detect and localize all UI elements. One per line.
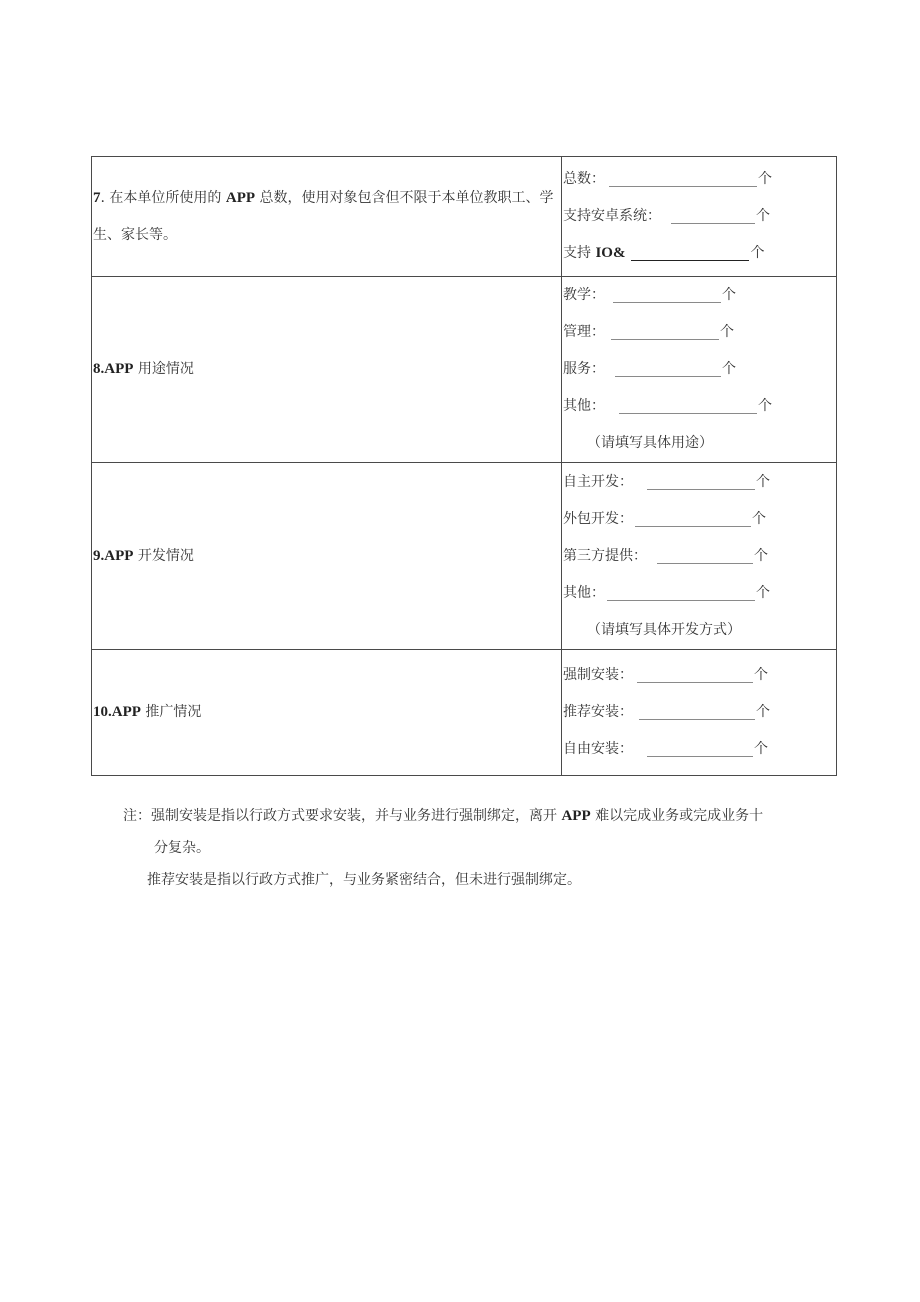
- answer-cell: [562, 277, 837, 463]
- answer-note: （请填写具体开发方式）: [587, 621, 741, 638]
- answer-cell: [562, 650, 837, 776]
- fill-blank[interactable]: [635, 512, 751, 527]
- answer-line-service: 服务： 个: [563, 361, 736, 377]
- question-row-10: [92, 650, 837, 776]
- fill-blank[interactable]: [613, 288, 721, 303]
- answer-line-teaching: 教学： 个: [563, 287, 736, 303]
- question-row-9: [92, 463, 837, 650]
- question-number: 8.APP: [93, 361, 134, 377]
- answer-cell: [562, 157, 837, 277]
- answer-line-outsource: 外包开发： 个: [563, 510, 766, 527]
- answer-line-android: 支持安卓系统： 个: [563, 208, 770, 224]
- question-cell: [92, 157, 562, 277]
- question-text: 10.APP 推广情况: [93, 704, 202, 720]
- footnotes: [123, 800, 843, 896]
- answer-line-forced: 强制安装： 个: [563, 667, 768, 683]
- question-number: 10.APP: [93, 704, 141, 720]
- question-text: 8.APP 用途情况: [93, 361, 194, 377]
- fill-blank[interactable]: [609, 172, 757, 187]
- fill-blank[interactable]: [639, 705, 755, 720]
- fill-blank[interactable]: [619, 399, 757, 414]
- note-line-3: 推荐安装是指以行政方式推广，与业务紧密结合，但未进行强制绑定。: [147, 872, 581, 888]
- answer-note: （请填写具体用途）: [587, 435, 713, 451]
- answer-cell: [562, 463, 837, 650]
- note-line-1: 注：强制安装是指以行政方式要求安装，并与业务进行强制绑定，离开 APP 难以完成业务或完成业务十: [123, 808, 764, 824]
- question-cell: [92, 650, 562, 776]
- answer-line-other: 其他： 个: [563, 584, 770, 601]
- survey-table: [91, 156, 837, 776]
- fill-blank[interactable]: [611, 325, 719, 340]
- fill-blank[interactable]: [637, 668, 753, 683]
- answer-line-management: 管理： 个: [563, 324, 734, 340]
- fill-blank[interactable]: [647, 742, 753, 757]
- question-text: 7. 在本单位所使用的 APP 总数，使用对象包含但不限于本单位教职工、学生、家长等。: [93, 189, 554, 243]
- answer-line-ios: 支持 IO& 个: [563, 245, 765, 261]
- question-number: 9.APP: [93, 547, 134, 564]
- fill-blank[interactable]: [615, 362, 721, 377]
- question-number: 7: [93, 189, 101, 206]
- answer-line-third-party: 第三方提供： 个: [563, 547, 768, 564]
- question-row-7: [92, 157, 837, 277]
- answer-line-other: 其他： 个: [563, 398, 772, 414]
- question-text: 9.APP 开发情况: [93, 547, 194, 564]
- fill-blank[interactable]: [647, 475, 755, 490]
- note-line-2: 分复杂。: [154, 840, 210, 856]
- fill-blank[interactable]: [607, 586, 755, 601]
- fill-blank[interactable]: [671, 209, 755, 224]
- fill-blank[interactable]: [631, 246, 749, 261]
- question-cell: [92, 463, 562, 650]
- fill-blank[interactable]: [657, 549, 753, 564]
- answer-line-total: 总数： 个: [563, 171, 772, 187]
- answer-line-self-dev: 自主开发： 个: [563, 473, 770, 490]
- answer-line-free: 自由安装： 个: [563, 741, 768, 757]
- question-row-8: [92, 277, 837, 463]
- question-cell: [92, 277, 562, 463]
- answer-line-recommended: 推荐安装： 个: [563, 704, 770, 720]
